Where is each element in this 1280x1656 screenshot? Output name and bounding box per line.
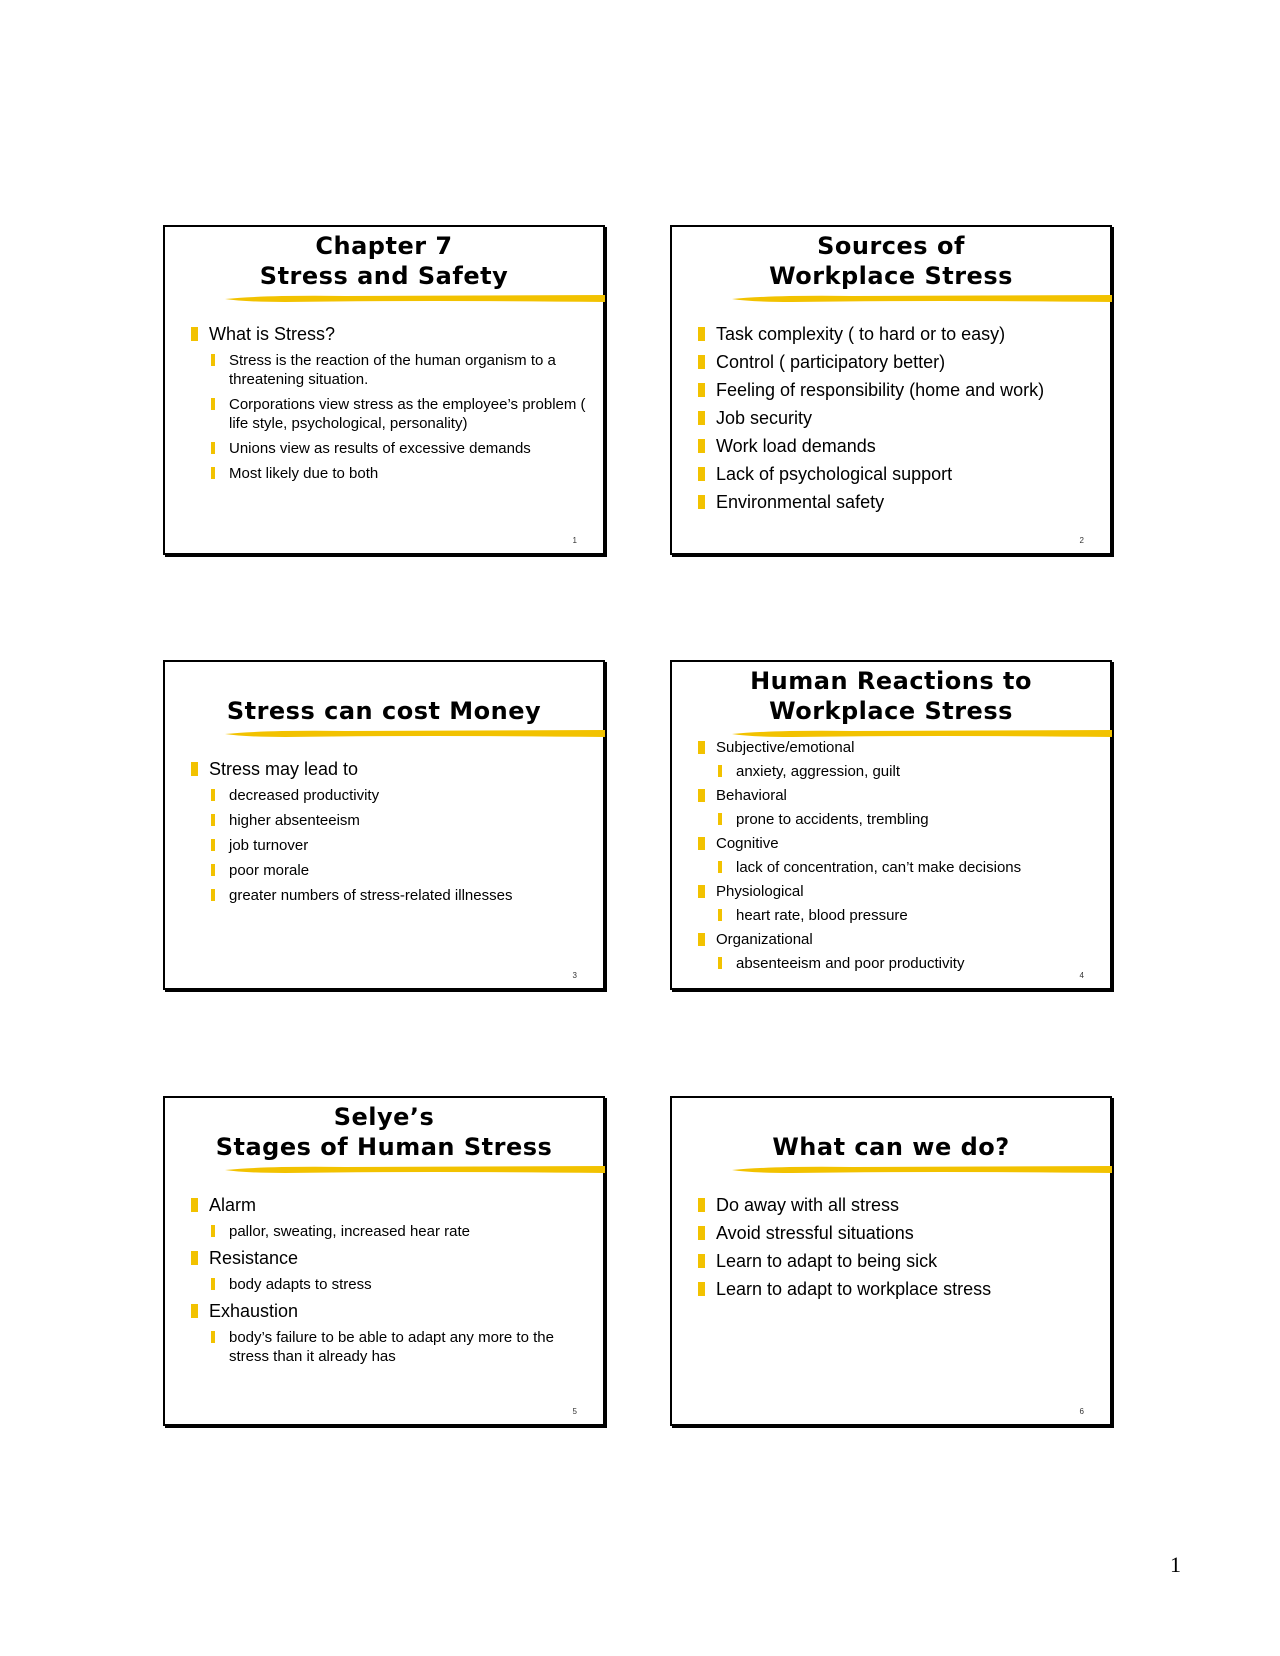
bullet-item: Work load demands — [698, 435, 1096, 457]
title-line: Workplace Stress — [769, 262, 1013, 290]
title-line: Human Reactions to — [750, 667, 1032, 695]
bar-bullet-icon — [718, 957, 722, 969]
slide-content — [191, 1194, 589, 1372]
square-bullet-icon — [698, 1198, 705, 1212]
bullet-item: Lack of psychological support — [698, 463, 1096, 485]
sub-bullet-item: higher absenteeism — [211, 811, 589, 830]
bar-bullet-icon — [211, 442, 215, 454]
slide-number: 2 — [1079, 536, 1084, 545]
title-line: Stress and Safety — [259, 262, 509, 290]
slide-1 — [163, 225, 605, 555]
square-bullet-icon — [698, 933, 705, 946]
sub-bullet-item: anxiety, aggression, guilt — [718, 762, 1096, 781]
slide-5 — [163, 1096, 605, 1426]
square-bullet-icon — [698, 495, 705, 509]
slide-content — [191, 323, 589, 489]
bar-bullet-icon — [211, 354, 215, 366]
slide-number: 6 — [1079, 1407, 1084, 1416]
square-bullet-icon — [698, 885, 705, 898]
bar-bullet-icon — [718, 765, 722, 777]
slide-content — [698, 1194, 1096, 1306]
square-bullet-icon — [698, 327, 705, 341]
square-bullet-icon — [698, 411, 705, 425]
bullet-item: Subjective/emotional — [698, 738, 1096, 757]
title-line: Sources of — [817, 232, 965, 260]
slide-2 — [670, 225, 1112, 555]
title-line: Chapter 7 — [315, 232, 453, 260]
bullet-item: Do away with all stress — [698, 1194, 1096, 1216]
slide-title — [672, 231, 1110, 291]
bar-bullet-icon — [211, 839, 215, 851]
slide-title — [165, 1102, 603, 1162]
sub-bullet-item: pallor, sweating, increased hear rate — [211, 1222, 589, 1241]
sub-bullet-item: body adapts to stress — [211, 1275, 589, 1294]
slide-number: 3 — [572, 971, 577, 980]
title-underline — [732, 1164, 1112, 1176]
square-bullet-icon — [698, 741, 705, 754]
bar-bullet-icon — [718, 909, 722, 921]
bar-bullet-icon — [718, 813, 722, 825]
bullet-item: Exhaustion — [191, 1300, 589, 1322]
square-bullet-icon — [698, 383, 705, 397]
sub-bullet-item: body’s failure to be able to adapt any more to the stress than it already has — [211, 1328, 589, 1366]
bar-bullet-icon — [211, 1225, 215, 1237]
slide-number: 5 — [572, 1407, 577, 1416]
sub-bullet-item: lack of concentration, can’t make decisions — [718, 858, 1096, 877]
bar-bullet-icon — [211, 814, 215, 826]
slide-number: 1 — [572, 536, 577, 545]
bullet-item: Cognitive — [698, 834, 1096, 853]
title-line: Stress can cost Money — [226, 697, 542, 725]
bar-bullet-icon — [211, 789, 215, 801]
slide-6 — [670, 1096, 1112, 1426]
bullet-item: Behavioral — [698, 786, 1096, 805]
sub-bullet-item: Most likely due to both — [211, 464, 589, 483]
slide-content — [698, 323, 1096, 519]
sub-bullet-item: heart rate, blood pressure — [718, 906, 1096, 925]
bullet-item: What is Stress? — [191, 323, 589, 345]
sub-bullet-item: Unions view as results of excessive demands — [211, 439, 589, 458]
title-line: What can we do? — [772, 1133, 1010, 1161]
bullet-item: Control ( participatory better) — [698, 351, 1096, 373]
square-bullet-icon — [698, 355, 705, 369]
sub-bullet-item: Stress is the reaction of the human organism to a threatening situation. — [211, 351, 589, 389]
title-line: Workplace Stress — [769, 697, 1013, 725]
square-bullet-icon — [698, 439, 705, 453]
bullet-item: Learn to adapt to workplace stress — [698, 1278, 1096, 1300]
bullet-item: Alarm — [191, 1194, 589, 1216]
square-bullet-icon — [191, 327, 198, 341]
bullet-item: Environmental safety — [698, 491, 1096, 513]
sub-bullet-item: poor morale — [211, 861, 589, 880]
bar-bullet-icon — [211, 467, 215, 479]
sub-bullet-item: decreased productivity — [211, 786, 589, 805]
title-underline — [225, 293, 605, 305]
bar-bullet-icon — [211, 864, 215, 876]
sub-bullet-item: prone to accidents, trembling — [718, 810, 1096, 829]
square-bullet-icon — [191, 762, 198, 776]
bullet-item: Feeling of responsibility (home and work) — [698, 379, 1096, 401]
slide-title — [165, 696, 603, 726]
bullet-item: Learn to adapt to being sick — [698, 1250, 1096, 1272]
slide-3 — [163, 660, 605, 990]
slide-title — [672, 666, 1110, 726]
slide-number: 4 — [1079, 971, 1084, 980]
square-bullet-icon — [191, 1251, 198, 1265]
slide-content — [698, 738, 1096, 978]
bar-bullet-icon — [211, 398, 215, 410]
sub-bullet-item: absenteeism and poor productivity — [718, 954, 1096, 973]
bullet-item: Task complexity ( to hard or to easy) — [698, 323, 1096, 345]
square-bullet-icon — [698, 467, 705, 481]
slide-title — [165, 231, 603, 291]
square-bullet-icon — [698, 1282, 705, 1296]
title-underline — [732, 293, 1112, 305]
square-bullet-icon — [191, 1304, 198, 1318]
bullet-item: Physiological — [698, 882, 1096, 901]
square-bullet-icon — [698, 1226, 705, 1240]
bar-bullet-icon — [211, 889, 215, 901]
square-bullet-icon — [698, 1254, 705, 1268]
bar-bullet-icon — [211, 1331, 215, 1343]
slide-content — [191, 758, 589, 911]
bullet-item: Organizational — [698, 930, 1096, 949]
title-underline — [225, 728, 605, 740]
sub-bullet-item: job turnover — [211, 836, 589, 855]
square-bullet-icon — [698, 837, 705, 850]
sub-bullet-item: Corporations view stress as the employee’s problem ( life style, psychological, personality) — [211, 395, 589, 433]
title-line: Stages of Human Stress — [215, 1133, 553, 1161]
bullet-item: Stress may lead to — [191, 758, 589, 780]
square-bullet-icon — [698, 789, 705, 802]
bar-bullet-icon — [211, 1278, 215, 1290]
page-number: 1 — [1170, 1552, 1181, 1577]
slide-4 — [670, 660, 1112, 990]
title-underline — [225, 1164, 605, 1176]
bullet-item: Avoid stressful situations — [698, 1222, 1096, 1244]
bullet-item: Job security — [698, 407, 1096, 429]
sub-bullet-item: greater numbers of stress-related illnesses — [211, 886, 589, 905]
slide-title — [672, 1132, 1110, 1162]
bullet-item: Resistance — [191, 1247, 589, 1269]
square-bullet-icon — [191, 1198, 198, 1212]
title-line: Selye’s — [333, 1103, 435, 1131]
bar-bullet-icon — [718, 861, 722, 873]
